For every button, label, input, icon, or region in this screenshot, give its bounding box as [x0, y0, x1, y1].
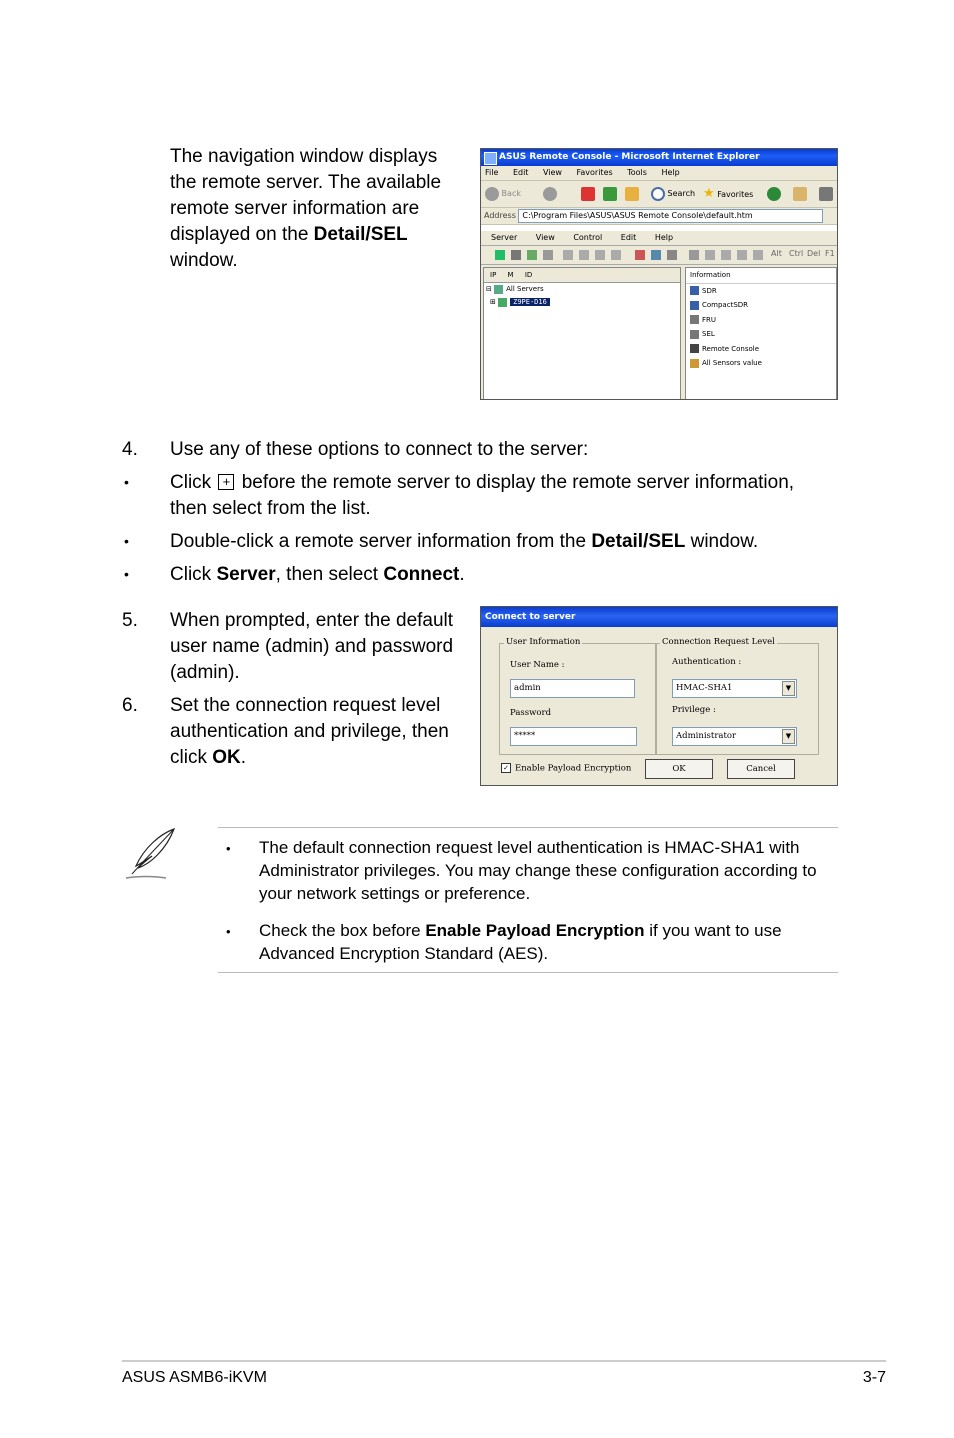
password-input[interactable]: *****: [510, 727, 637, 746]
tree-server-node[interactable]: [484, 296, 680, 309]
chevron-down-icon[interactable]: ▼: [782, 729, 795, 744]
password-label: Password: [510, 708, 552, 718]
bullet-3: Click Server, then select Connect.: [170, 564, 465, 585]
note-bottom-rule: [218, 972, 838, 973]
bullet-1: Click + before the remote server to display the remote server information, then select from the list.: [170, 472, 795, 519]
print-icon: [819, 187, 833, 201]
app-panes: [481, 265, 837, 400]
info-item-fru[interactable]: FRU: [686, 313, 836, 328]
chevron-down-icon[interactable]: ▼: [782, 681, 795, 696]
back-button[interactable]: Back: [485, 186, 521, 202]
tool-option-icon[interactable]: [737, 250, 747, 260]
tree-root[interactable]: ⊟ All Servers: [486, 285, 544, 293]
sel-icon: [690, 330, 699, 339]
refresh-icon: [603, 187, 617, 201]
user-info-group: [499, 637, 657, 755]
server-icon: [498, 298, 507, 307]
info-item-all-sensors[interactable]: All Sensors value: [686, 356, 836, 371]
ie-menu-edit[interactable]: Edit: [512, 168, 529, 177]
encryption-label: Enable Payload Encryption: [515, 763, 632, 774]
stop-icon: [581, 187, 595, 201]
selected-server-label[interactable]: Z9PE-D16: [510, 298, 550, 306]
cancel-button[interactable]: Cancel: [727, 759, 795, 779]
tool-capture-icon[interactable]: [721, 250, 731, 260]
tree-tab-ip[interactable]: IP: [490, 271, 497, 279]
remote-console-icon: [690, 344, 699, 353]
app-menu-help[interactable]: Help: [654, 233, 674, 242]
servers-icon: [494, 285, 503, 294]
intro-line: displayed on the Detail/SEL: [170, 224, 408, 245]
tool-reset-icon[interactable]: [543, 250, 553, 260]
hotkey-ctrl[interactable]: Ctrl: [789, 249, 804, 258]
ie-menu-bar: [481, 166, 837, 181]
address-bar: [481, 208, 837, 225]
encryption-option[interactable]: [501, 763, 631, 774]
step6-number: 6.: [122, 695, 138, 716]
tree-tab-id[interactable]: ID: [524, 271, 533, 279]
expand-plus-icon[interactable]: ⊞: [490, 298, 496, 306]
intro-paragraph: [170, 144, 460, 274]
hotkey-f1[interactable]: F1: [825, 249, 835, 258]
tool-sdr-icon[interactable]: [563, 250, 573, 260]
tool-fru-icon[interactable]: [595, 250, 605, 260]
tool-keyboard-icon[interactable]: [689, 250, 699, 260]
home-icon: [625, 187, 639, 201]
tool-media-icon[interactable]: [667, 250, 677, 260]
forward-button[interactable]: [543, 186, 557, 202]
note-item-1: The default connection request level authentication is HMAC-SHA1 with Administrator privileges. You may change these configuration according to your network settings or preference.: [259, 838, 817, 903]
address-label: Address: [484, 211, 516, 220]
connection-level-label: Connection Request Level: [662, 637, 775, 647]
privilege-select[interactable]: Administrator ▼: [672, 727, 797, 746]
tool-connect-icon[interactable]: [495, 250, 505, 260]
step4-text: Use any of these options to connect to the server:: [170, 439, 589, 460]
footer-rule: [122, 1360, 886, 1362]
bullet: •: [124, 474, 129, 490]
expand-icon[interactable]: ⊟: [486, 285, 492, 293]
ie-title-bar: [481, 149, 837, 166]
app-toolbar: [481, 246, 837, 265]
hotkey-alt[interactable]: Alt: [771, 249, 782, 258]
tool-sel-icon[interactable]: [579, 250, 589, 260]
note-item-2: Check the box before Enable Payload Encryption if you want to use Advanced Encryption Standard (AES).: [259, 921, 782, 963]
tool-sensor-icon[interactable]: [611, 250, 621, 260]
ie-menu-favorites[interactable]: Favorites: [576, 168, 613, 177]
step4-number: 4.: [122, 439, 138, 460]
info-item-compactsdr[interactable]: CompactSDR: [686, 298, 836, 313]
info-header: Information: [686, 268, 836, 284]
username-label: User Name :: [510, 660, 565, 670]
page-number: 3-7: [862, 1369, 886, 1386]
address-input[interactable]: C:\Program Files\ASUS\ASUS Remote Console\default.htm: [518, 209, 823, 223]
compactsdr-icon: [690, 301, 699, 310]
tool-zoom-icon[interactable]: [753, 250, 763, 260]
refresh-button[interactable]: [603, 186, 617, 202]
step5-number: 5.: [122, 610, 138, 631]
footer-title: ASUS ASMB6-iKVM: [122, 1369, 267, 1386]
tool-screen-icon[interactable]: [705, 250, 715, 260]
app-menu-server[interactable]: Server: [491, 233, 518, 242]
ie-toolbar: [481, 181, 837, 208]
hotkey-del[interactable]: Del: [807, 249, 821, 258]
ie-window-screenshot: [480, 148, 838, 400]
back-arrow-icon: [485, 187, 499, 201]
tool-disconnect-icon[interactable]: [511, 250, 521, 260]
detail-sel-pane: [685, 267, 837, 400]
app-menu-edit[interactable]: Edit: [620, 233, 637, 242]
info-item-remote-console[interactable]: Remote Console: [686, 342, 836, 357]
print-button[interactable]: [819, 186, 833, 202]
dialog-title: Connect to server: [481, 607, 837, 627]
encryption-checkbox[interactable]: ✓: [501, 763, 511, 773]
ie-menu-file[interactable]: File: [485, 168, 499, 177]
connection-level-group: [655, 637, 819, 755]
history-icon: [767, 187, 781, 201]
ie-app-icon: [484, 152, 497, 165]
search-button[interactable]: Search: [651, 186, 695, 202]
app-menu-view[interactable]: View: [535, 233, 555, 242]
info-item-sdr[interactable]: SDR: [686, 284, 836, 299]
bullet: •: [226, 924, 231, 939]
mail-button[interactable]: [793, 186, 807, 202]
intro-line: remote server information are: [170, 198, 420, 219]
intro-line: window.: [170, 250, 238, 271]
ok-button[interactable]: OK: [645, 759, 713, 779]
sensors-icon: [690, 359, 699, 368]
tool-remote-icon[interactable]: [635, 250, 645, 260]
ie-menu-view[interactable]: View: [542, 168, 562, 177]
plus-box-icon: +: [218, 474, 234, 490]
info-item-sel[interactable]: SEL: [686, 327, 836, 342]
bullet: •: [124, 533, 129, 549]
server-tree-pane: [483, 267, 681, 400]
bullet: •: [124, 566, 129, 582]
tree-tab-m[interactable]: M: [507, 271, 514, 279]
note-top-rule: [218, 827, 838, 828]
tree-tabs: [484, 268, 680, 283]
feather-note-icon: [122, 826, 182, 882]
intro-line: the remote server. The available: [170, 172, 442, 193]
ie-menu-tools[interactable]: Tools: [627, 168, 647, 177]
home-button[interactable]: [625, 186, 639, 202]
star-icon: ★: [703, 186, 715, 201]
sdr-icon: [690, 286, 699, 295]
connect-dialog: [480, 606, 838, 786]
forward-arrow-icon: [543, 187, 557, 201]
mail-icon: [793, 187, 807, 201]
ie-menu-help[interactable]: Help: [661, 168, 680, 177]
auth-select[interactable]: HMAC-SHA1 ▼: [672, 679, 797, 698]
privilege-label: Privilege :: [672, 705, 716, 715]
tool-power-icon[interactable]: [527, 250, 537, 260]
fru-icon: [690, 315, 699, 324]
ie-title-text: ASUS Remote Console - Microsoft Internet Explorer: [499, 152, 760, 162]
step6-text: Set the connection request level authentication and privilege, then click OK.: [170, 695, 449, 768]
username-input[interactable]: admin: [510, 679, 635, 698]
auth-label: Authentication :: [672, 657, 742, 667]
stop-button[interactable]: [581, 186, 595, 202]
history-button[interactable]: [767, 186, 781, 202]
tool-kvm-icon[interactable]: [651, 250, 661, 260]
search-icon: [651, 187, 665, 201]
bullet: •: [226, 841, 231, 856]
intro-line: The navigation window displays: [170, 146, 438, 167]
user-info-label: User Information: [506, 637, 581, 647]
step5-text: When prompted, enter the default user name (admin) and password (admin).: [170, 610, 454, 683]
app-menu-bar: [481, 231, 837, 246]
favorites-button[interactable]: ★ Favorites: [703, 186, 754, 201]
bullet-2: Double-click a remote server information from the Detail/SEL window.: [170, 531, 759, 552]
app-menu-control[interactable]: Control: [573, 233, 603, 242]
